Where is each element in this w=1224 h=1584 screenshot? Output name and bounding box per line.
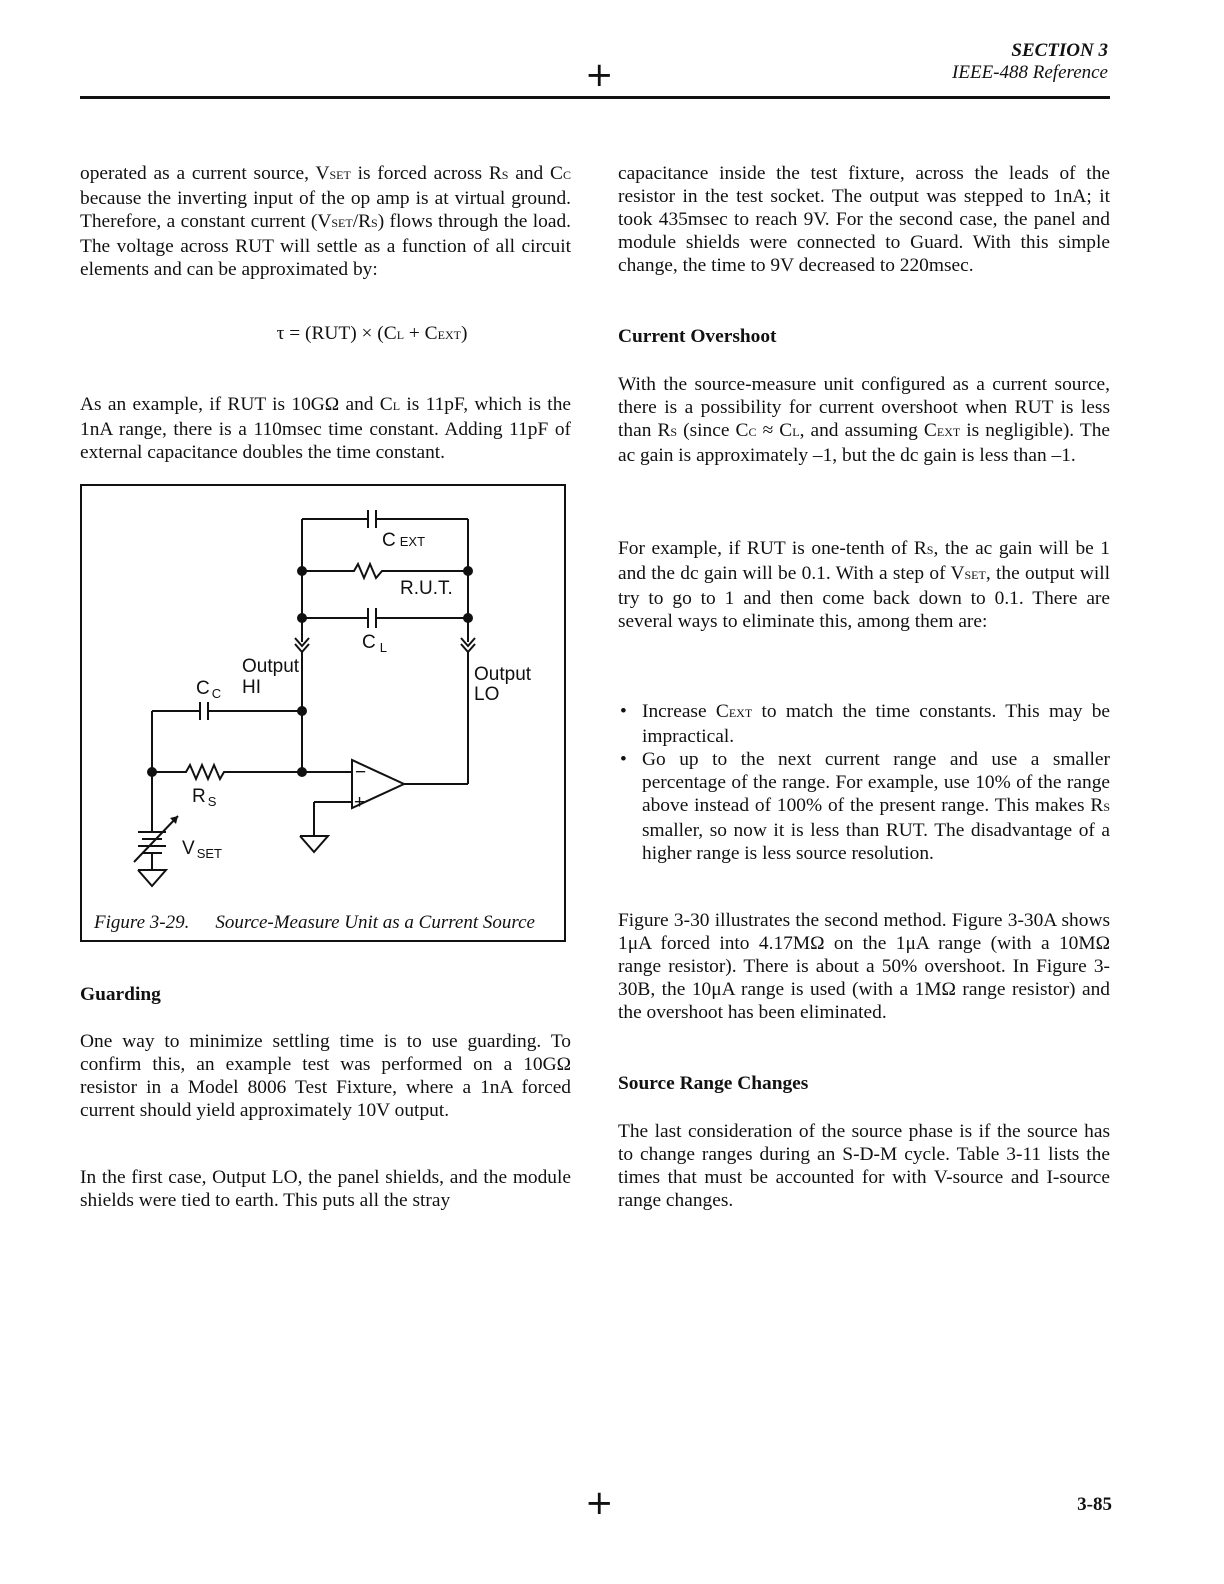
heading-source-range-changes: Source Range Changes <box>618 1073 809 1094</box>
bullet-item-1: • Increase CEXT to match the time constants. This may be impractical. <box>618 700 1110 748</box>
label-rs: R $_S$ <box>192 786 217 809</box>
figure-3-29 <box>80 484 566 942</box>
label-opamp-minus: − <box>355 762 367 783</box>
left-paragraph-4: In the first case, Output LO, the panel shields, and the module shields were tied to earth. This puts all the stray <box>80 1167 571 1211</box>
right-paragraph-2: With the source-measure unit configured as a current source, there is a possibility for current overshoot when RUT is less than RS (since CC ≈ CL, and assuming CEXT is negligible). The ac gain is approximately –1, but the dc gain is less than –1. <box>618 374 1110 466</box>
registration-mark-bottom: + <box>585 1483 614 1523</box>
ground-symbol-vset <box>138 870 166 886</box>
node-cc <box>297 706 307 716</box>
rut-resistor <box>302 564 468 578</box>
label-vset: V $_{SET}$ <box>182 838 222 861</box>
label-cc: C $_C$ <box>196 678 222 701</box>
label-opamp-plus: + <box>354 792 366 813</box>
right-paragraph-5: The last consideration of the source phase is if the source has to change ranges during an S-D-M cycle. Table 3-11 lists the times that must be accounted for with V-source and I-source range changes. <box>618 1121 1110 1211</box>
bullet-list <box>618 700 1110 865</box>
heading-current-overshoot: Current Overshoot <box>618 326 777 347</box>
figure-caption <box>94 912 535 934</box>
label-cext: C EXT <box>382 530 426 551</box>
figure-title: Source-Measure Unit as a Current Source <box>215 912 535 933</box>
formula: τ = (RUT) × (CL + CEXT) <box>276 323 468 344</box>
right-paragraph-1: capacitance inside the test fixture, across the leads of the resistor in the test socket. The output was stepped to 1nA; it took 435msec to reach 9V. For the second case, the panel and module shields were connected to Guard. With this simple change, the time to 9V decreased to 220msec. <box>618 163 1110 276</box>
vset-variable-arrow <box>134 816 178 862</box>
left-column <box>80 162 571 281</box>
right-paragraph-3: For example, if RUT is one-tenth of RS, the ac gain will be 1 and the dc gain will be 0.1. With a step of VSET, the output will try to go to 1 and then come back down to 0.1. There are several ways to eliminate this, among them are: <box>618 538 1110 632</box>
label-output-lo-1: Output <box>474 664 532 685</box>
label-cl: C $_L$ <box>362 632 387 655</box>
page-number: 3-85 <box>1077 1494 1112 1515</box>
label-output-hi-1: Output <box>242 656 300 677</box>
ground-symbol-opamp <box>300 836 328 852</box>
left-paragraph-1: operated as a current source, VSET is forced across RS and CC because the inverting input of the op amp is at virtual ground. Therefore, a constant current (VSET/RS) flows through the load. The voltage across RUT will settle as a function of all circuit elements and can be approximated by: <box>80 163 571 280</box>
heading-guarding: Guarding <box>80 984 161 1005</box>
section-subtitle: IEEE-488 Reference <box>952 62 1108 83</box>
node-rs-left <box>147 767 157 777</box>
right-paragraph-4: Figure 3-30 illustrates the second method. Figure 3-30A shows 1μA forced into 4.17MΩ on the 1μA range (with a 10MΩ range resistor). There is about a 50% overshoot. In Figure 3-30B, the 10μA range is used (with a 1MΩ range resistor) and the overshoot has been eliminated. <box>618 910 1110 1023</box>
rs-resistor <box>152 765 302 779</box>
left-paragraph-2: As an example, if RUT is 10GΩ and CL is 11pF, which is the 1nA range, there is a 110msec time constant. Adding 11pF of external capacitance doubles the time constant. <box>80 394 571 463</box>
label-output-hi-2: HI <box>242 677 261 698</box>
node-cl-right <box>463 613 473 623</box>
bullet-item-2: • Go up to the next current range and use a smaller percentage of the range. For example, use 10% of the range above instead of 100% of the present range. This makes RS smaller, so now it is less than RUT. The disadvantage of a higher range is less source resolution. <box>618 748 1110 865</box>
label-output-lo-2: LO <box>474 684 500 705</box>
left-paragraph-3: One way to minimize settling time is to use guarding. To confirm this, an example test was performed on a 10GΩ resistor in a Model 8006 Test Fixture, where a 1nA forced current should yield approximately 10V output. <box>80 1031 571 1121</box>
node-cl-left <box>297 613 307 623</box>
header-rule <box>80 96 1110 99</box>
node-rut-right <box>463 566 473 576</box>
figure-label: Figure 3-29. <box>94 912 190 933</box>
node-rut-left <box>297 566 307 576</box>
registration-mark-top: + <box>585 55 614 95</box>
node-rs-right <box>297 767 307 777</box>
header <box>952 40 1108 84</box>
circuit-diagram <box>82 486 568 944</box>
section-label: SECTION 3 <box>1011 40 1108 61</box>
label-rut: R.U.T. <box>400 578 453 599</box>
